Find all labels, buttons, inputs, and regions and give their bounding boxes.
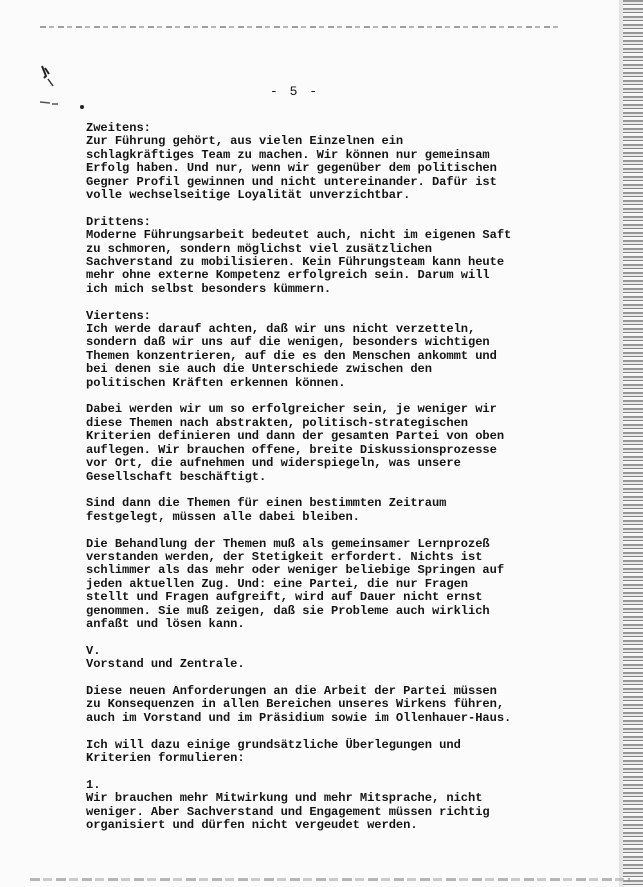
paragraph-ichwill: Ich will dazu einige grundsätzliche Überlegungen und Kriterien formulieren: [86,737,461,765]
heading: Viertens: [86,308,151,323]
document-body [86,122,546,846]
scan-top-edge [40,26,560,28]
item-number: 1. [86,777,101,792]
roman-numeral: V. [86,643,101,658]
paragraph-sind: Sind dann die Themen für einen bestimmten Zeitraum festgelegt, müssen alle dabei bleiben. [86,496,447,524]
scan-right-edge [623,0,643,887]
punch-marks [36,64,96,114]
page-number: - 5 - [270,84,320,99]
paragraph-diese: Diese neuen Anforderungen an die Arbeit der Partei müssen zu Konsequenzen in allen Bereichen unseres Wirkens führen, auch im Vorstand und im Präsidium sowie im Ollenhauer-Haus. [86,683,512,725]
scan-bottom-edge [30,878,630,881]
paragraph-dabei: Dabei werden wir um so erfolgreicher sein, je weniger wir diese Themen nach abstrakten, politisch-strategischen Kriterien definieren und dann der gesamten Partei von oben auflegen. Wir brauchen offene, breite Diskussionsprozesse vor Ort, die aufnehmen und widerspiegeln, was unsere Gesellschaft beschäftigt. [86,402,505,484]
heading: Drittens: [86,214,151,229]
section-drittens: Drittens: Moderne Führungsarbeit bedeutet auch, nicht im eigenen Saft zu schmoren, sondern möglichst viel zusätzlichen Sachverstand zu mobilisieren. Kein Führungsteam kann heute mehr ohne externe Kompetenz erfolgreich sein. Darum will ich mich selbst besonders kümmern. [86,214,512,296]
section-title: Vorstand und Zentrale. [86,657,245,672]
section-viertens: Viertens: Ich werde darauf achten, daß wir uns nicht verzetteln, sondern daß wir uns auf die wenigen, besonders wichtigen Themen konzentrieren, auf die es den Menschen ankommt und bei denen sie auch die Unterschiede zwischen den politischen Kräften erkennen können. [86,308,497,390]
heading: Zweitens: [86,121,151,135]
section-zweitens: Zweitens: Zur Führung gehört, aus vielen Einzelnen ein schlagkräftiges Team zu machen. Wir können nur gemeinsam Erfolg haben. Und nur, wenn wir gegenüber dem politischen Gegner Profil gewinnen und nicht untereinander. Dafür ist volle wechselseitige Loyalität unverzichtbar. [86,121,497,203]
paragraph-behandlung: Die Behandlung der Themen muß als gemeinsamer Lernprozeß verstanden werden, der Stetigkeit erfordert. Nichts ist schlimmer als das mehr oder weniger beliebige Springen auf jeden aktuellen Zug. Und: eine Partei, die nur Fragen stellt und Fragen aufgreift, wird auf Dauer nicht ernst genommen. Sie muß zeigen, daß sie Probleme auch wirklich anfaßt und lösen kann. [86,536,505,631]
section-v-heading [86,645,546,672]
numbered-item-1: 1. Wir brauchen mehr Mitwirkung und mehr Mitsprache, nicht weniger. Aber Sachverstand und Engagement müssen richtig organisiert und dürfen nicht vergeudet werden. [86,777,490,832]
